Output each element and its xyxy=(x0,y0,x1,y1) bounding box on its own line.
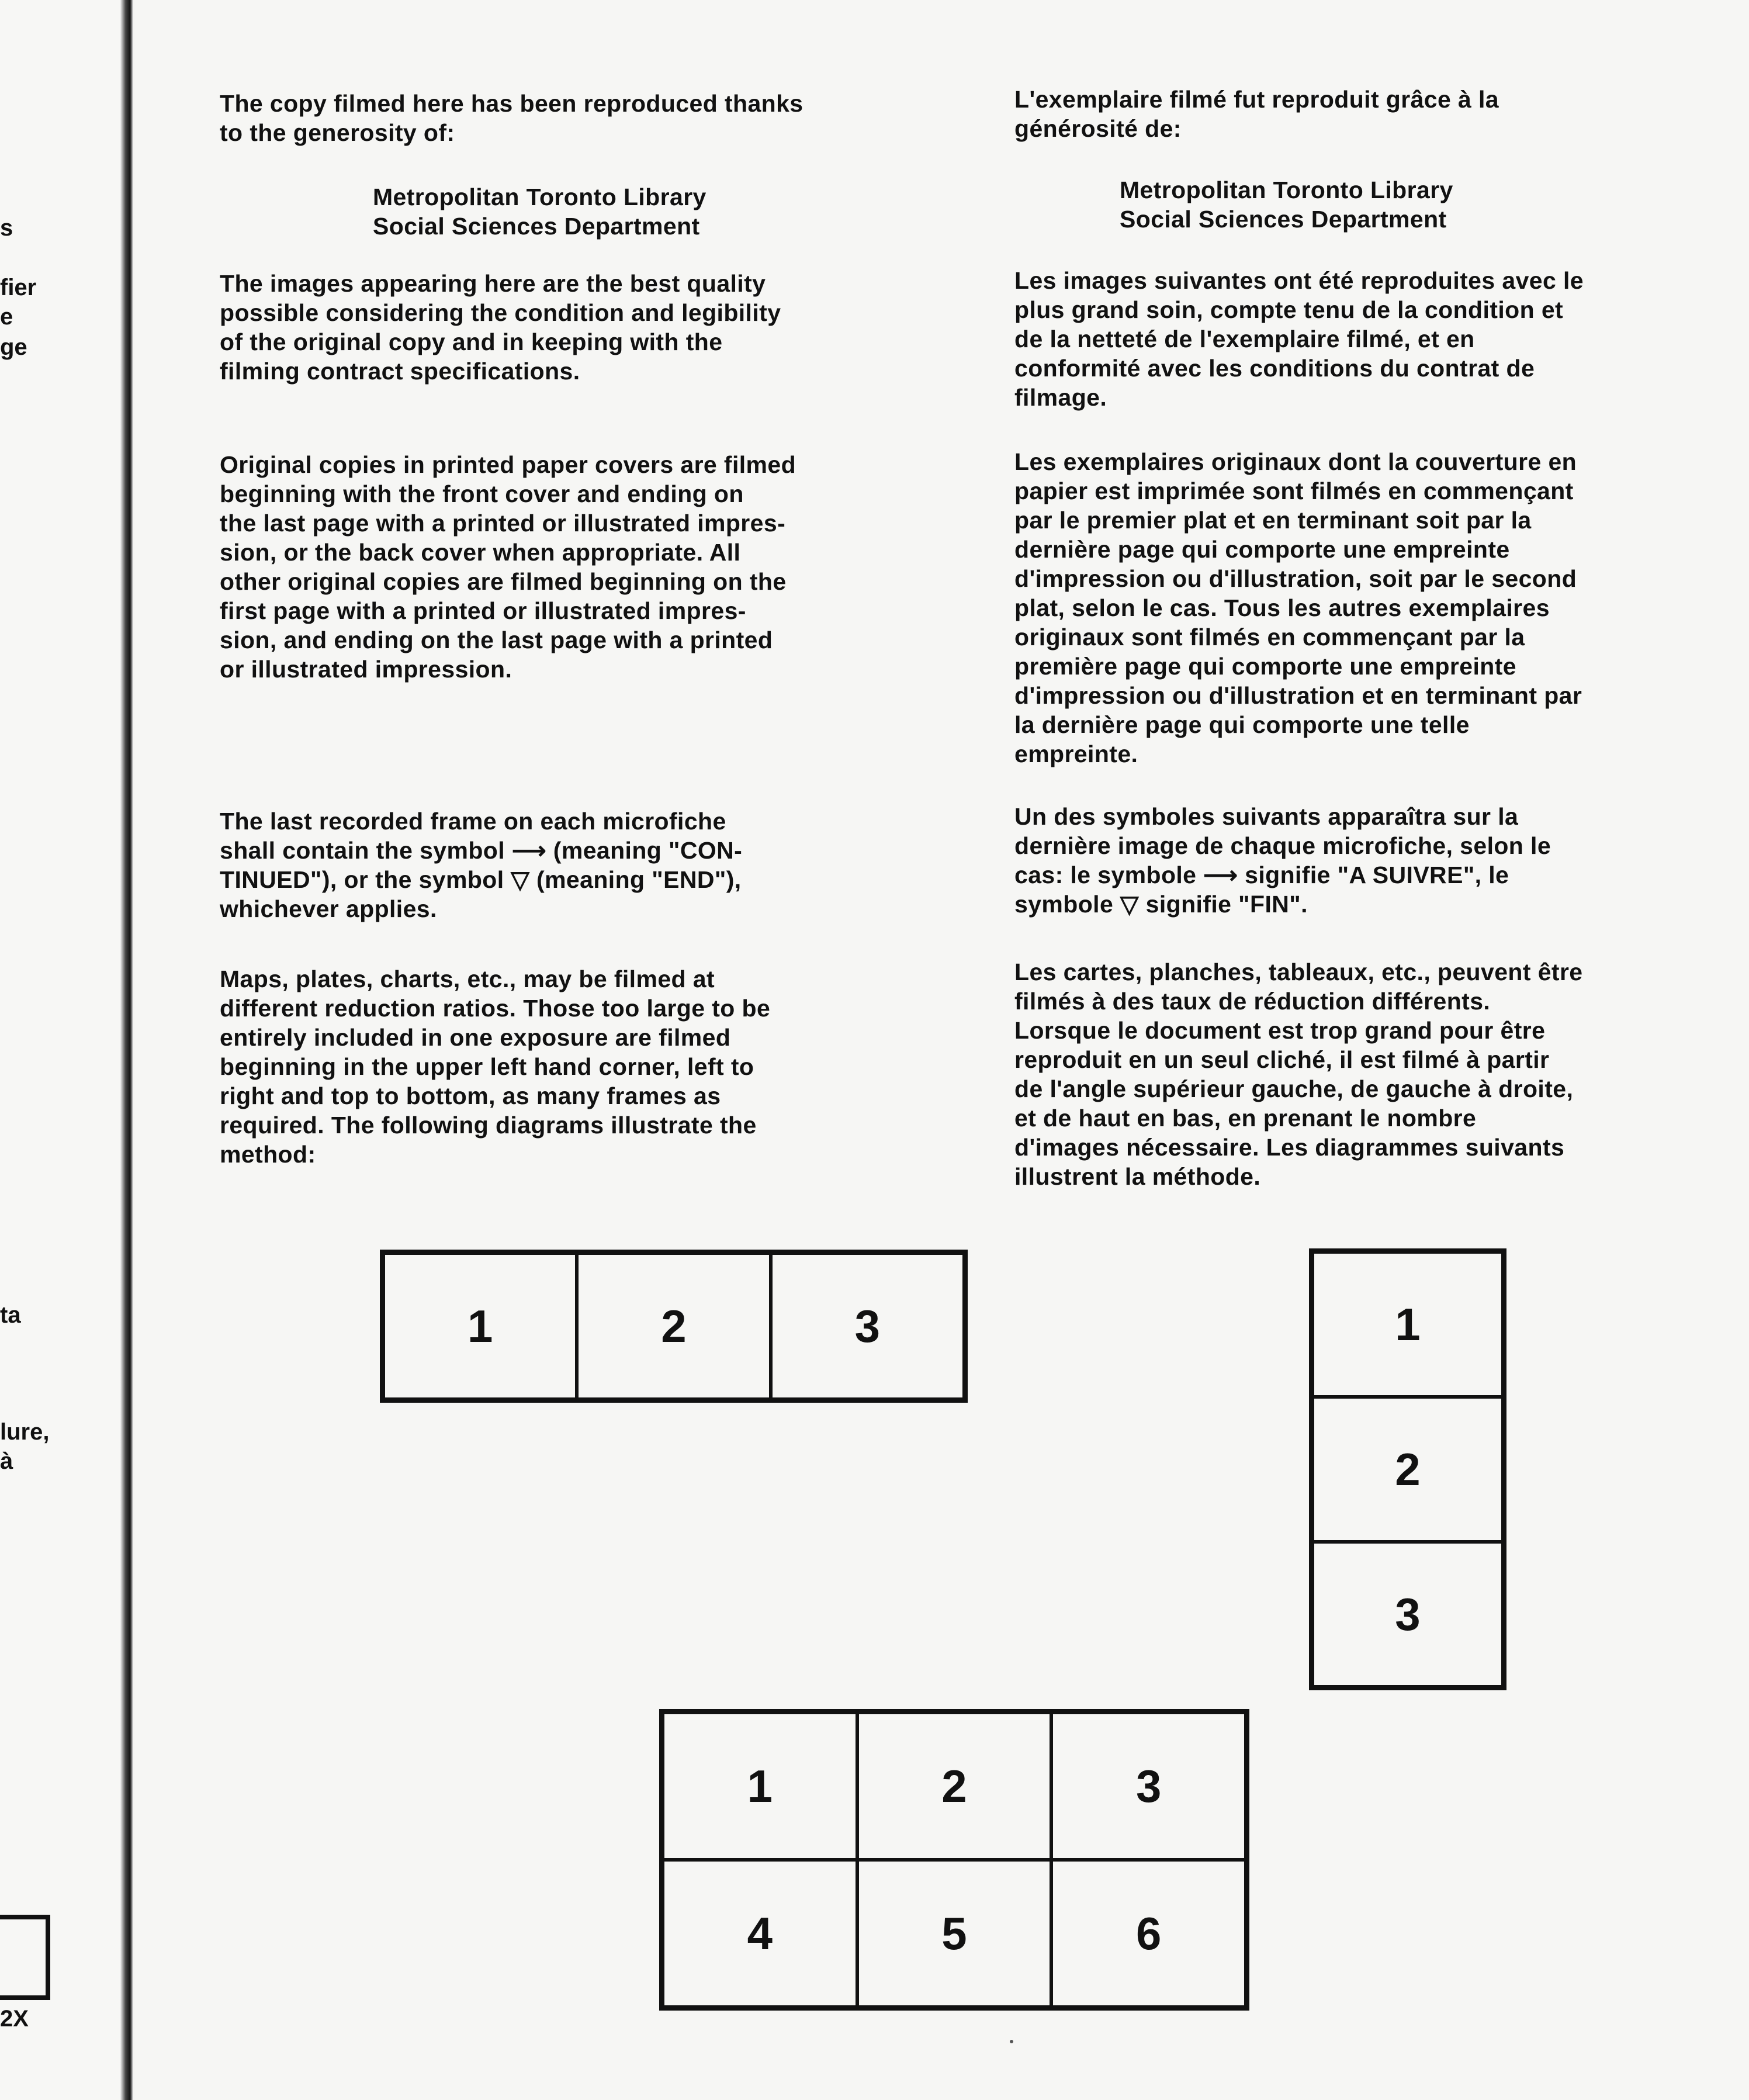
fragment-text: à xyxy=(0,1448,13,1474)
fr-maps: Les cartes, planches, tableaux, etc., peuvent être filmés à des taux de réduction différents. Lorsque le document est trop grand pour être reproduit en un seul cliché, il est filmé à partir de l'angle supérieur gauche, de gauche à droite, et de haut en bas, en prenant le nombre d'images nécessaire. Les diagrammes suivants illustrent la méthode. xyxy=(1014,959,1583,1190)
fragment-text: ge xyxy=(0,334,27,360)
frame-cell: 3 xyxy=(1312,1542,1503,1687)
fr-thanks: L'exemplaire filmé fut reproduit grâce à la générosité de: xyxy=(1014,86,1499,142)
diagram-vertical-frames xyxy=(1309,1248,1506,1690)
frame-cell: 2 xyxy=(1312,1397,1503,1542)
en-symbols: The last recorded frame on each microfiche shall contain the symbol ⟶ (meaning "CON- TINUED"), or the symbol ▽ (meaning "END"), whichever applies. xyxy=(220,808,743,922)
frame-cell: 4 xyxy=(663,1860,857,2007)
frame-cell: 5 xyxy=(857,1860,1052,2007)
microfilm-target-page xyxy=(134,0,1749,2100)
frame-cell: 3 xyxy=(1051,1712,1246,1860)
en-covers: Original copies in printed paper covers are filmed beginning with the front cover and ending on the last page with a printed or illustrated impres- sion, or the back cover when appropriate. All other original copies are filmed beginning on the first page with a printed or illustrated impres- sion, and ending on the last page with a printed or illustrated impression. xyxy=(220,451,796,683)
frame-cell: 2 xyxy=(577,1253,770,1399)
en-credit: Metropolitan Toronto Library Social Sciences Department xyxy=(373,184,706,240)
fragment-text: e xyxy=(0,304,13,330)
speck xyxy=(1010,2040,1013,2043)
frame-cell: 2 xyxy=(857,1712,1052,1860)
fr-credit: Metropolitan Toronto Library Social Sciences Department xyxy=(1120,177,1453,233)
frame-cell: 3 xyxy=(771,1253,964,1399)
en-quality: The images appearing here are the best quality possible considering the condition and legibility of the original copy and in keeping with the filming contract specifications. xyxy=(220,270,781,385)
frame-box-fragment xyxy=(0,1915,50,2000)
en-maps: Maps, plates, charts, etc., may be filmed at different reduction ratios. Those too large to be entirely included in one exposure are filmed beginning in the upper left hand corner, left to right and top to bottom, as many frames as required. The following diagrams illustrate the method: xyxy=(220,966,771,1168)
fr-covers: Les exemplaires originaux dont la couverture en papier est imprimée sont filmés en commençant par le premier plat et en terminant soit par la dernière page qui comporte une empreinte d'impression ou d'illustration, soit par le second plat, selon le cas. Tous les autres exemplaires originaux sont filmés en commençant par la première page qui comporte une empreinte d'impression ou d'illustration et en terminant par la dernière page qui comporte une telle empreinte. xyxy=(1014,448,1582,767)
adjacent-page-edge xyxy=(0,0,133,2100)
binding-shadow xyxy=(120,0,133,2100)
frame-cell: 6 xyxy=(1051,1860,1246,2007)
diagram-grid-frames xyxy=(659,1709,1249,2011)
frame-cell: 1 xyxy=(1312,1252,1503,1397)
fragment-text: ta xyxy=(0,1302,21,1328)
fr-quality: Les images suivantes ont été reproduites avec le plus grand soin, compte tenu de la condition et de la netteté de l'exemplaire filmé, et en conformité avec les conditions du contrat de filmage. xyxy=(1014,267,1584,411)
frame-cell: 1 xyxy=(383,1253,577,1399)
en-thanks: The copy filmed here has been reproduced thanks to the generosity of: xyxy=(220,90,803,146)
fragment-text: fier xyxy=(0,275,37,300)
fragment-text: lure, xyxy=(0,1419,50,1445)
fragment-text: 2X xyxy=(0,2006,29,2032)
frame-cell: 1 xyxy=(663,1712,857,1860)
fragment-text: s xyxy=(0,215,13,241)
diagram-horizontal-frames xyxy=(380,1250,968,1403)
fr-symbols: Un des symboles suivants apparaîtra sur la dernière image de chaque microfiche, selon le cas: le symbole ⟶ signifie "A SUIVRE", le symbole ▽ signifie "FIN". xyxy=(1014,803,1551,918)
